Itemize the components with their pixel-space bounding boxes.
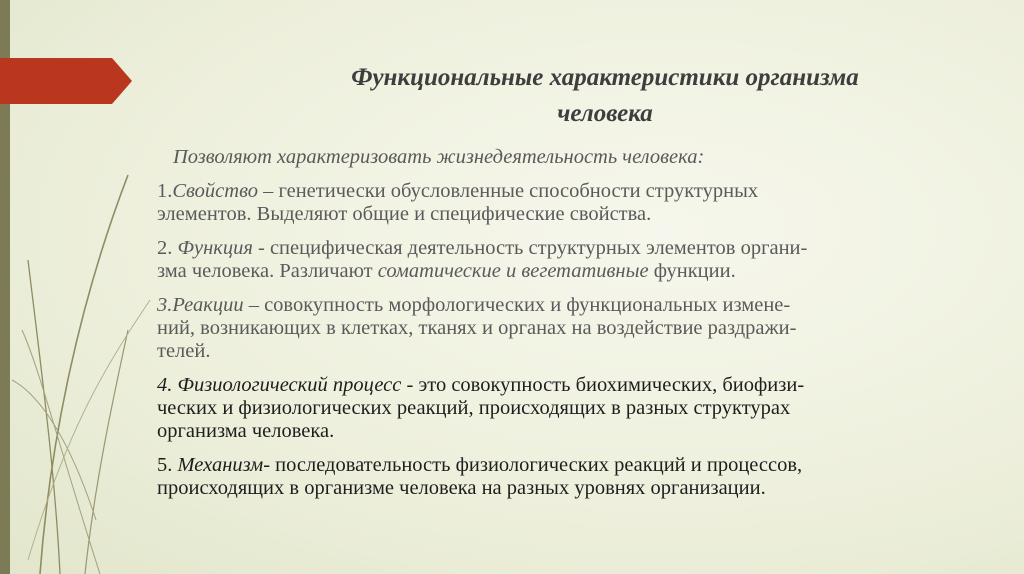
slide-body (157, 146, 992, 511)
item-separator: - (401, 374, 419, 396)
item-separator: - (252, 237, 270, 259)
item-number: 2. (157, 237, 178, 259)
item-text-line-2: ческих и физиологических реакций, происходящих в разных структурах (157, 397, 791, 419)
item-separator: – (257, 180, 279, 202)
item-text-line-2: элементов. Выделяют общие и специфические свойства. (157, 203, 652, 225)
item-term: Реакции (172, 294, 244, 316)
item-term: Функция (177, 237, 253, 259)
list-item-4 (157, 374, 992, 443)
list-item-5 (157, 454, 992, 500)
item-separator: - (263, 454, 276, 476)
item-number: 3. (157, 294, 173, 316)
red-arrow-marker (0, 58, 134, 104)
item-text-line-1: последовательность физиологических реакций и процессов, (275, 454, 803, 476)
slide-title (225, 60, 985, 132)
item-text-line-2: происходящих в организме человека на разных уровнях организации. (157, 477, 766, 499)
title-line-2: человека (557, 100, 653, 127)
item-text-line-3: организма человека. (157, 420, 335, 442)
item-text-line-3: телей. (157, 340, 211, 362)
item-text-line-1: специфическая деятельность структурных элементов органи- (269, 237, 808, 259)
item-term: Механизм (177, 454, 264, 476)
list-item-3 (157, 294, 992, 363)
item-number: 4. (157, 374, 178, 396)
intro-text: Позволяют характеризовать жизнедеятельность человека: (173, 146, 705, 168)
item-number: 5. (157, 454, 178, 476)
item-number: 1. (157, 180, 173, 202)
item-text-line-1: генетически обусловленные способности структурных (278, 180, 759, 202)
item-text-line-2: ний, возникающих в клетках, тканях и органах на воздействие раздражи- (157, 317, 797, 339)
item-text-line-2b: соматические и вегетативные (377, 260, 649, 282)
item-term: Свойство (172, 180, 258, 202)
item-text-line-2c: функции. (648, 260, 736, 282)
item-text-line-1: это совокупность биохимических, биофизи- (418, 374, 805, 396)
title-line-1: Функциональные характеристики организма (351, 64, 859, 91)
list-item-2 (157, 237, 992, 283)
item-text-line-1: совокупность морфологических и функциональных измене- (264, 294, 791, 316)
list-item-1 (157, 180, 992, 226)
item-separator: – (243, 294, 265, 316)
item-term: Физиологический процесс (177, 374, 402, 396)
item-text-line-2a: зма человека. Различают (157, 260, 378, 282)
